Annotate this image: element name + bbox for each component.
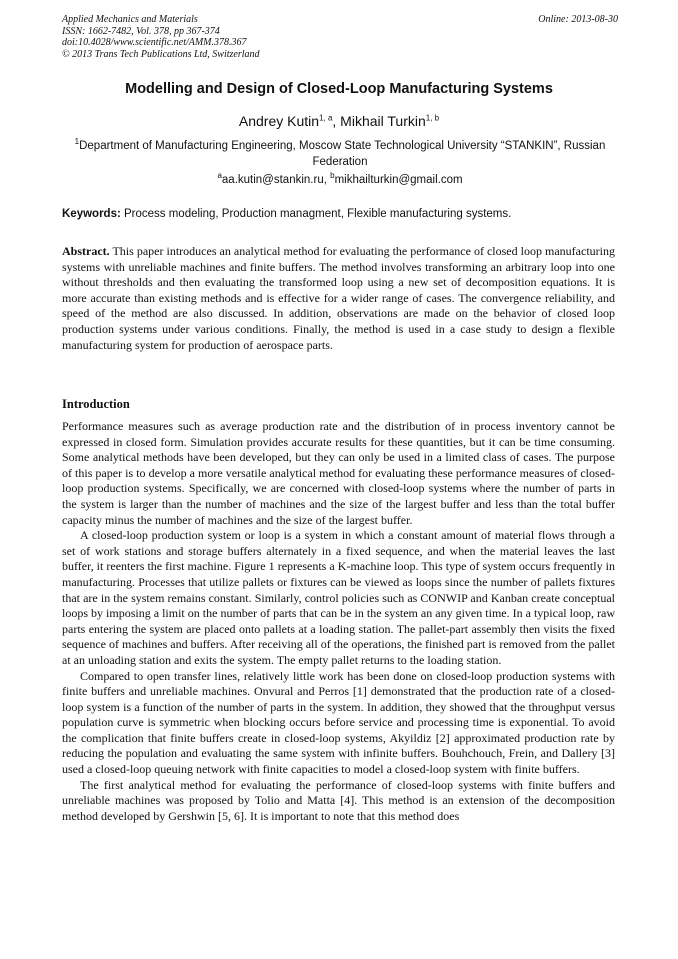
abstract — [62, 244, 615, 353]
affiliation — [62, 138, 618, 170]
author-affiliation-mark: 1, a — [319, 113, 333, 123]
email-link[interactable]: aa.kutin@stankin.ru, — [221, 174, 331, 186]
author-name: Mikhail Turkin — [340, 113, 426, 129]
abstract-label: Abstract. — [62, 244, 110, 258]
author-name: Andrey Kutin — [238, 113, 320, 129]
journal-name: Applied Mechanics and Materials — [62, 14, 198, 25]
keywords — [62, 208, 618, 220]
keywords-text: Process modeling, Production managment, Flexible manufacturing systems. — [120, 208, 512, 220]
journal-header — [62, 14, 618, 60]
paragraph: A closed-loop production system or loop is a system in which a constant amount of material flows through a set of work stations and storage buffers alternately in a fixed sequence, and when the material leaves the last buffer, it reenters the first machine. Figure 1 represents a K-machine loop. This type of system occurs frequently in manufacturing. Processes that utilize pallets or fixtures can be viewed as loops since the number of pallets fixtures that are in the system remains constant. Similarly, control policies such as CONWIP and Kanban create conceptual loops by imposing a limit on the number of parts that can be in the system an any given time. In a typical loop, raw parts entering the system are placed onto pallets at a loading station. The pallet-part assembly then visits the fixed sequence of machines and buffers. After receiving all of the operations, the finished part is removed from the pallet at an unloading station and exits the system. The empty pallet returns to the loading station. — [62, 528, 615, 667]
affiliation-text: Department of Manufacturing Engineering, Moscow State Technological University “STANKIN”, Russian Federation — [79, 140, 606, 168]
journal-issn: ISSN: 1662-7482, Vol. 378, pp 367-374 — [62, 25, 220, 37]
author-list — [40, 113, 638, 129]
paragraph: The first analytical method for evaluating the performance of closed-loop systems with finite buffers and unreliable machines was proposed by Tolio and Matta [4]. This method is an extension of the decomposition method developed by Gershwin [5, 6]. It is important to note that this method does — [62, 777, 615, 823]
abstract-text: This paper introduces an analytical method for evaluating the performance of closed loop manufacturing systems with unreliable machines and finite buffers. The method involves transforming an arbitrary loop into one without thresholds and then evaluating the transformed loop using a new set of decomposition equations. It is more accurate than existing methods and is effective for a wider range of cases. The convergence reliability, and speed of the method are also discussed. In addition, observations are made on the behavior of closed loop production systems under various conditions. Finally, the method is used in a case study to design a flexible manufacturing system for production of aerospace parts. — [62, 244, 615, 352]
paragraph: Compared to open transfer lines, relatively little work has been done on closed-loop production systems with finite buffers and unreliable machines. Onvural and Perros [1] demonstrated that the production rate of a closed-loop system is a function of the number of parts in the system. In addition, they showed that the throughput versus population curve is symmetric when blocking occurs before service and processing time is exponential. To avoid the complication that finite buffers create in closed-loop systems, Akyildiz [2] approximated production rate by reducing the population and evaluating the same system with infinite buffers. Bouhchouch, Frein, and Dallery [3] used a closed-loop queuing network with finite capacities to model a closed-loop system with finite buffers. — [62, 668, 615, 777]
email-mark: b — [330, 171, 335, 181]
paper-title: Modelling and Design of Closed-Loop Manufacturing Systems — [125, 81, 553, 97]
journal-doi[interactable]: doi:10.4028/www.scientific.net/AMM.378.367 — [62, 37, 247, 48]
email-mark: a — [217, 171, 222, 181]
affiliation-mark: 1 — [74, 137, 80, 147]
introduction-body — [62, 419, 615, 824]
section-heading-introduction: Introduction — [62, 397, 130, 411]
paragraph: Performance measures such as average production rate and the distribution of in process inventory cannot be expressed in closed form. Simulation provides accurate results for these quantities, but it can be time consuming. Some analytical methods have been developed, but they can only be used in a limited class of cases. The purpose of this paper is to develop a more versatile analytical method for evaluating these performance measures of closed-loop production systems. Specifically, we are concerned with closed-loop systems where the number of parts in the system is larger than the number of machines and the size of the largest buffer and less than the total buffer capacity minus the number of machines and the size of the largest buffer. — [62, 419, 615, 527]
author-affiliation-mark: 1, b — [425, 113, 440, 123]
author-separator: , — [332, 113, 341, 129]
email-link[interactable]: mikhailturkin@gmail.com — [334, 174, 463, 186]
online-date: Online: 2013-08-30 — [538, 14, 618, 25]
author-emails — [62, 171, 618, 186]
journal-copyright: © 2013 Trans Tech Publications Ltd, Switzerland — [62, 48, 260, 60]
keywords-label: Keywords: — [62, 208, 121, 220]
